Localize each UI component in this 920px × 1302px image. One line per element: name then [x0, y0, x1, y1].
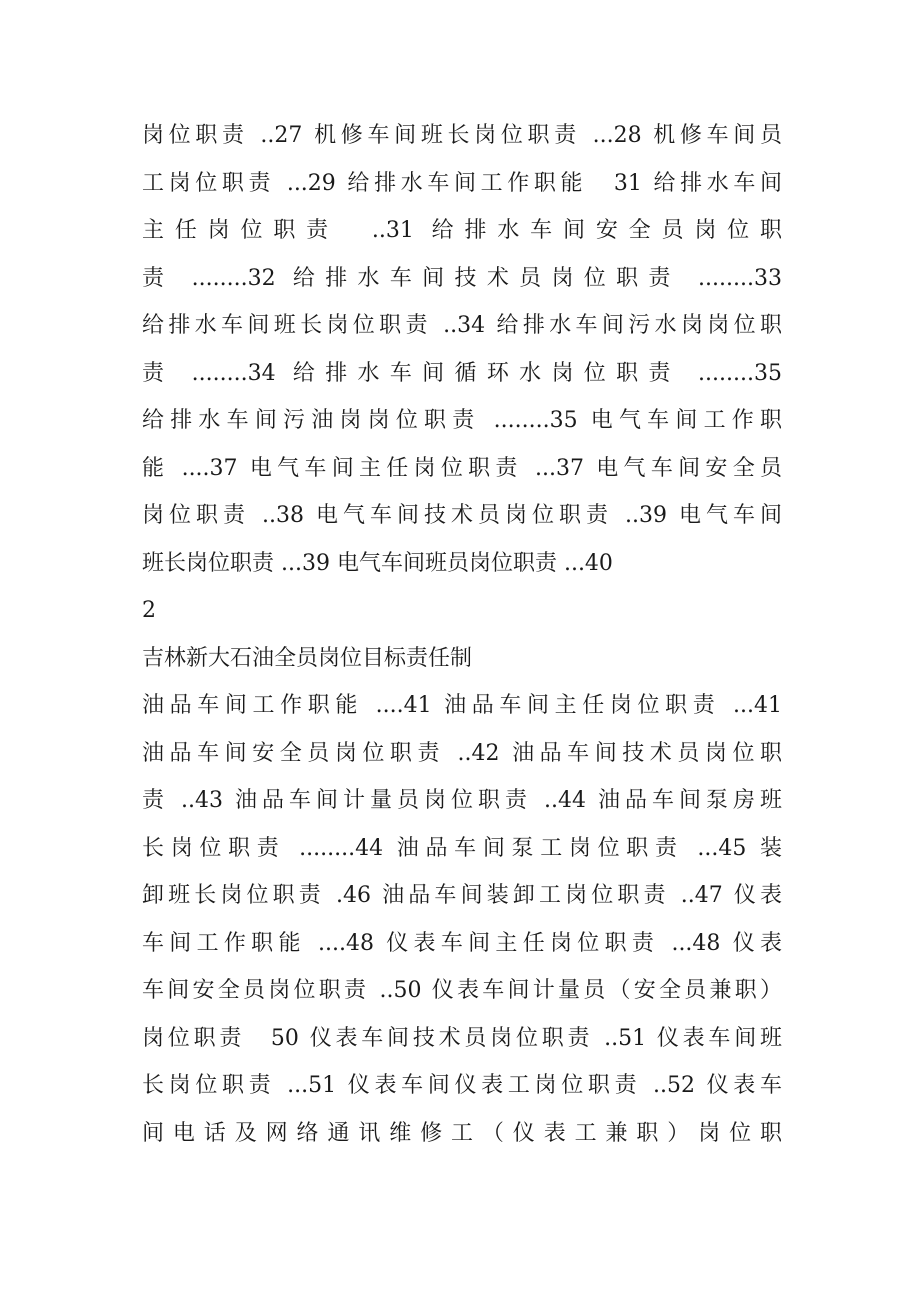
toc-line: 油品车间工作职能 ....41 油品车间主任岗位职责 ...41 [142, 693, 782, 718]
toc-line: 责 ........32 给排水车间技术员岗位职责 ........33 [142, 265, 782, 291]
toc-line: 车间工作职能 ....48 仪表车间主任岗位职责 ...48 仪表 [142, 930, 782, 956]
toc-line: 责 ........34 给排水车间循环水岗位职责 ........35 [142, 360, 782, 386]
toc-line: 工岗位职责 ...29 给排水车间工作职能 31 给排水车间 [142, 170, 782, 196]
toc-line: 长岗位职责 ...51 仪表车间仪表工岗位职责 ..52 仪表车 [142, 1073, 782, 1098]
toc-line: 油品车间安全员岗位职责 ..42 油品车间技术员岗位职 [142, 740, 782, 766]
toc-line: 给排水车间班长岗位职责 ..34 给排水车间污水岗岗位职 [142, 313, 782, 338]
running-header: 吉林新大石油全员岗位目标责任制 [142, 645, 473, 671]
toc-line: 班长岗位职责 ...39 电气车间班员岗位职责 ...40 [142, 550, 613, 576]
page-number: 2 [142, 598, 156, 623]
toc-line: 给排水车间污油岗岗位职责 ........35 电气车间工作职 [142, 408, 782, 433]
toc-line: 岗位职责 ..27 机修车间班长岗位职责 ...28 机修车间员 [142, 123, 782, 148]
toc-line: 能 ....37 电气车间主任岗位职责 ...37 电气车间安全员 [142, 455, 782, 481]
toc-line: 责 ..43 油品车间计量员岗位职责 ..44 油品车间泵房班 [142, 788, 782, 813]
document-page [142, 112, 782, 1157]
toc-line: 间电话及网络通讯维修工（仪表工兼职）岗位职 [142, 1120, 782, 1146]
toc-line: 车间安全员岗位职责 ..50 仪表车间计量员（安全员兼职） [142, 978, 782, 1003]
toc-line: 卸班长岗位职责 .46 油品车间装卸工岗位职责 ..47 仪表 [142, 883, 782, 908]
toc-line: 主任岗位职责 ..31 给排水车间安全员岗位职 [142, 218, 782, 243]
toc-line: 岗位职责 ..38 电气车间技术员岗位职责 ..39 电气车间 [142, 503, 782, 528]
toc-line: 长岗位职责 ........44 油品车间泵工岗位职责 ...45 装 [142, 835, 782, 861]
toc-line: 岗位职责 50 仪表车间技术员岗位职责 ..51 仪表车间班 [142, 1025, 782, 1051]
